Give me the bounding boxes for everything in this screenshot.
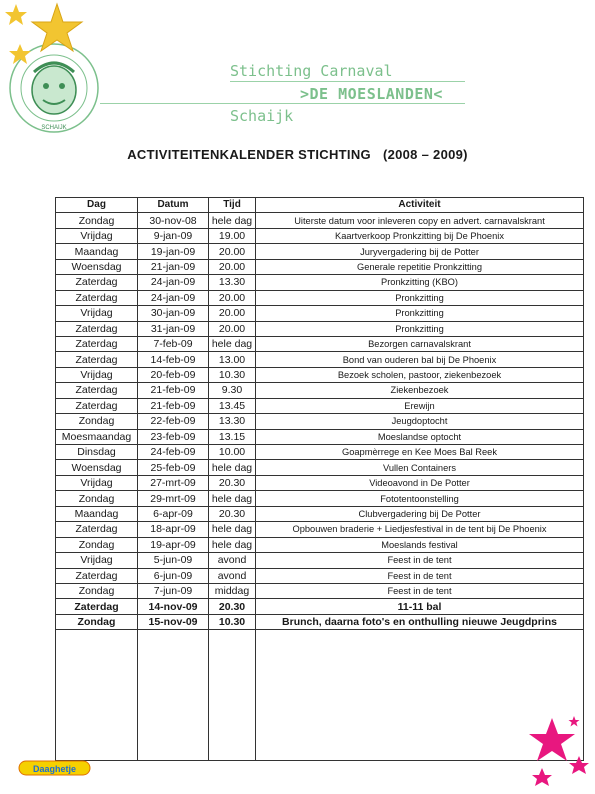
- column-header-datum: Datum: [138, 198, 209, 213]
- table-empty-row: [56, 630, 584, 761]
- table-row: [56, 336, 584, 351]
- cell-dag: Vrijdag: [56, 306, 138, 321]
- table-row: [56, 398, 584, 413]
- cell-activiteit: Bezoek scholen, pastoor, ziekenbezoek: [256, 367, 584, 382]
- title-text: ACTIVITEITENKALENDER STICHTING: [127, 147, 371, 162]
- cell-datum: 25-feb-09: [138, 460, 209, 475]
- cell-activiteit: Bezorgen carnavalskrant: [256, 336, 584, 351]
- table-row: [56, 599, 584, 614]
- table-row: [56, 228, 584, 243]
- cell-activiteit: Kaartverkoop Pronkzitting bij De Phoenix: [256, 228, 584, 243]
- header-divider: [230, 81, 465, 82]
- table-row: [56, 290, 584, 305]
- table-row: [56, 583, 584, 598]
- cell-datum: 19-jan-09: [138, 244, 209, 259]
- cell-datum: 21-jan-09: [138, 259, 209, 274]
- cell-activiteit: Jeugdoptocht: [256, 414, 584, 429]
- cell-tijd: 20.30: [209, 475, 256, 490]
- cell-datum: 18-apr-09: [138, 522, 209, 537]
- table-row: [56, 259, 584, 274]
- cell-dag: Woensdag: [56, 460, 138, 475]
- table-row: [56, 537, 584, 552]
- cell-datum: 14-nov-09: [138, 599, 209, 614]
- cell-tijd: hele dag: [209, 491, 256, 506]
- cell-datum: 7-jun-09: [138, 583, 209, 598]
- table-row: [56, 414, 584, 429]
- cell-tijd: 13.15: [209, 429, 256, 444]
- cell-tijd: avond: [209, 568, 256, 583]
- cell-activiteit: Uiterste datum voor inleveren copy en advert. carnavalskrant: [256, 213, 584, 228]
- org-name-line3: Schaijk: [230, 107, 294, 125]
- table-row: [56, 321, 584, 336]
- cell-activiteit: Feest in de tent: [256, 583, 584, 598]
- cell-dag: Zaterdag: [56, 321, 138, 336]
- cell-tijd: 13.30: [209, 275, 256, 290]
- cell-datum: 15-nov-09: [138, 614, 209, 629]
- cell-activiteit: Pronkzitting: [256, 290, 584, 305]
- table-row: [56, 244, 584, 259]
- star-decoration-pink: [518, 712, 595, 794]
- cell-datum: 7-feb-09: [138, 336, 209, 351]
- cell-dag: Zondag: [56, 614, 138, 629]
- cell-datum: 24-feb-09: [138, 445, 209, 460]
- cell-activiteit: Feest in de tent: [256, 553, 584, 568]
- cell-dag: Zaterdag: [56, 568, 138, 583]
- cell-tijd: hele dag: [209, 522, 256, 537]
- cell-activiteit: Goapmèrrege en Kee Moes Bal Reek: [256, 445, 584, 460]
- table-body: [56, 213, 584, 761]
- header-divider: [100, 103, 465, 104]
- cell-tijd: middag: [209, 583, 256, 598]
- cell-datum: 21-feb-09: [138, 383, 209, 398]
- cell-dag: Vrijdag: [56, 475, 138, 490]
- cell-datum: 30-nov-08: [138, 213, 209, 228]
- cell-tijd: 20.30: [209, 599, 256, 614]
- cell-datum: 21-feb-09: [138, 398, 209, 413]
- table-row: [56, 445, 584, 460]
- cell-activiteit: Pronkzitting (KBO): [256, 275, 584, 290]
- empty-cell: [209, 630, 256, 761]
- cell-tijd: 10.30: [209, 367, 256, 382]
- cell-tijd: 20.00: [209, 259, 256, 274]
- cell-dag: Vrijdag: [56, 367, 138, 382]
- cell-dag: Zaterdag: [56, 599, 138, 614]
- cell-activiteit: Clubvergadering bij De Potter: [256, 506, 584, 521]
- cell-datum: 31-jan-09: [138, 321, 209, 336]
- title-years: (2008 – 2009): [382, 147, 468, 162]
- org-name-line1: Stichting Carnaval: [230, 62, 393, 80]
- star-decoration-yellow: [2, 0, 87, 70]
- cell-dag: Zaterdag: [56, 383, 138, 398]
- cell-activiteit: Generale repetitie Pronkzitting: [256, 259, 584, 274]
- cell-tijd: 19.00: [209, 228, 256, 243]
- cell-tijd: hele dag: [209, 336, 256, 351]
- page-title: [0, 147, 595, 162]
- cell-tijd: hele dag: [209, 460, 256, 475]
- watermark-logo-text: Daaghetje: [32, 764, 77, 774]
- cell-datum: 24-jan-09: [138, 290, 209, 305]
- cell-tijd: hele dag: [209, 213, 256, 228]
- table-row: [56, 506, 584, 521]
- cell-dag: Zondag: [56, 213, 138, 228]
- cell-dag: Vrijdag: [56, 228, 138, 243]
- cell-dag: Zaterdag: [56, 352, 138, 367]
- table-row: [56, 475, 584, 490]
- cell-tijd: 20.00: [209, 306, 256, 321]
- column-header-activiteit: Activiteit: [256, 198, 584, 213]
- table-row: [56, 553, 584, 568]
- column-header-dag: Dag: [56, 198, 138, 213]
- cell-datum: 5-jun-09: [138, 553, 209, 568]
- table-row: [56, 213, 584, 228]
- cell-tijd: 9.30: [209, 383, 256, 398]
- cell-datum: 14-feb-09: [138, 352, 209, 367]
- cell-dag: Zondag: [56, 491, 138, 506]
- empty-cell: [138, 630, 209, 761]
- table-row: [56, 275, 584, 290]
- cell-activiteit: Moeslandse optocht: [256, 429, 584, 444]
- cell-activiteit: Fototentoonstelling: [256, 491, 584, 506]
- table-row: [56, 429, 584, 444]
- cell-tijd: 20.00: [209, 290, 256, 305]
- cell-datum: 20-feb-09: [138, 367, 209, 382]
- cell-activiteit: Opbouwen braderie + Liedjesfestival in de tent bij De Phoenix: [256, 522, 584, 537]
- logo-text-bottom: SCHAIJK: [41, 125, 67, 131]
- table-row: [56, 367, 584, 382]
- cell-dag: Moesmaandag: [56, 429, 138, 444]
- watermark-logo: [17, 755, 92, 779]
- cell-dag: Dinsdag: [56, 445, 138, 460]
- cell-activiteit: Moeslands festival: [256, 537, 584, 552]
- cell-dag: Zaterdag: [56, 275, 138, 290]
- cell-datum: 6-apr-09: [138, 506, 209, 521]
- cell-activiteit: Brunch, daarna foto's en onthulling nieuwe Jeugdprins: [256, 614, 584, 629]
- cell-activiteit: Erewijn: [256, 398, 584, 413]
- cell-activiteit: Bond van ouderen bal bij De Phoenix: [256, 352, 584, 367]
- cell-activiteit: Pronkzitting: [256, 306, 584, 321]
- cell-dag: Vrijdag: [56, 553, 138, 568]
- empty-cell: [56, 630, 138, 761]
- cell-tijd: avond: [209, 553, 256, 568]
- cell-dag: Zaterdag: [56, 398, 138, 413]
- cell-tijd: 13.45: [209, 398, 256, 413]
- cell-tijd: 13.30: [209, 414, 256, 429]
- cell-activiteit: Ziekenbezoek: [256, 383, 584, 398]
- cell-activiteit: Pronkzitting: [256, 321, 584, 336]
- cell-tijd: 10.00: [209, 445, 256, 460]
- cell-datum: 6-jun-09: [138, 568, 209, 583]
- cell-activiteit: Feest in de tent: [256, 568, 584, 583]
- cell-dag: Maandag: [56, 506, 138, 521]
- cell-dag: Zondag: [56, 583, 138, 598]
- table-row: [56, 383, 584, 398]
- table-row: [56, 306, 584, 321]
- cell-datum: 24-jan-09: [138, 275, 209, 290]
- watermark-logo-graphic: [17, 755, 92, 779]
- cell-dag: Zondag: [56, 414, 138, 429]
- cell-datum: 23-feb-09: [138, 429, 209, 444]
- cell-tijd: hele dag: [209, 537, 256, 552]
- table-header-row: [56, 198, 584, 213]
- org-name-line2: >DE MOESLANDEN<: [300, 85, 443, 103]
- activity-calendar-table: [55, 197, 584, 761]
- cell-dag: Maandag: [56, 244, 138, 259]
- cell-dag: Woensdag: [56, 259, 138, 274]
- cell-datum: 22-feb-09: [138, 414, 209, 429]
- cell-tijd: 13.00: [209, 352, 256, 367]
- cell-dag: Zaterdag: [56, 522, 138, 537]
- cell-dag: Zaterdag: [56, 336, 138, 351]
- cell-dag: Zondag: [56, 537, 138, 552]
- column-header-tijd: Tijd: [209, 198, 256, 213]
- cell-tijd: 20.00: [209, 321, 256, 336]
- cell-activiteit: Vullen Containers: [256, 460, 584, 475]
- cell-datum: 19-apr-09: [138, 537, 209, 552]
- cell-activiteit: Videoavond in De Potter: [256, 475, 584, 490]
- cell-datum: 30-jan-09: [138, 306, 209, 321]
- cell-datum: 27-mrt-09: [138, 475, 209, 490]
- cell-tijd: 10.30: [209, 614, 256, 629]
- table-row: [56, 460, 584, 475]
- cell-tijd: 20.00: [209, 244, 256, 259]
- table-row: [56, 614, 584, 629]
- cell-activiteit: 11-11 bal: [256, 599, 584, 614]
- cell-datum: 9-jan-09: [138, 228, 209, 243]
- table-row: [56, 491, 584, 506]
- cell-datum: 29-mrt-09: [138, 491, 209, 506]
- table-row: [56, 352, 584, 367]
- cell-activiteit: Juryvergadering bij de Potter: [256, 244, 584, 259]
- cell-tijd: 20.30: [209, 506, 256, 521]
- table-row: [56, 568, 584, 583]
- cell-dag: Zaterdag: [56, 290, 138, 305]
- table-row: [56, 522, 584, 537]
